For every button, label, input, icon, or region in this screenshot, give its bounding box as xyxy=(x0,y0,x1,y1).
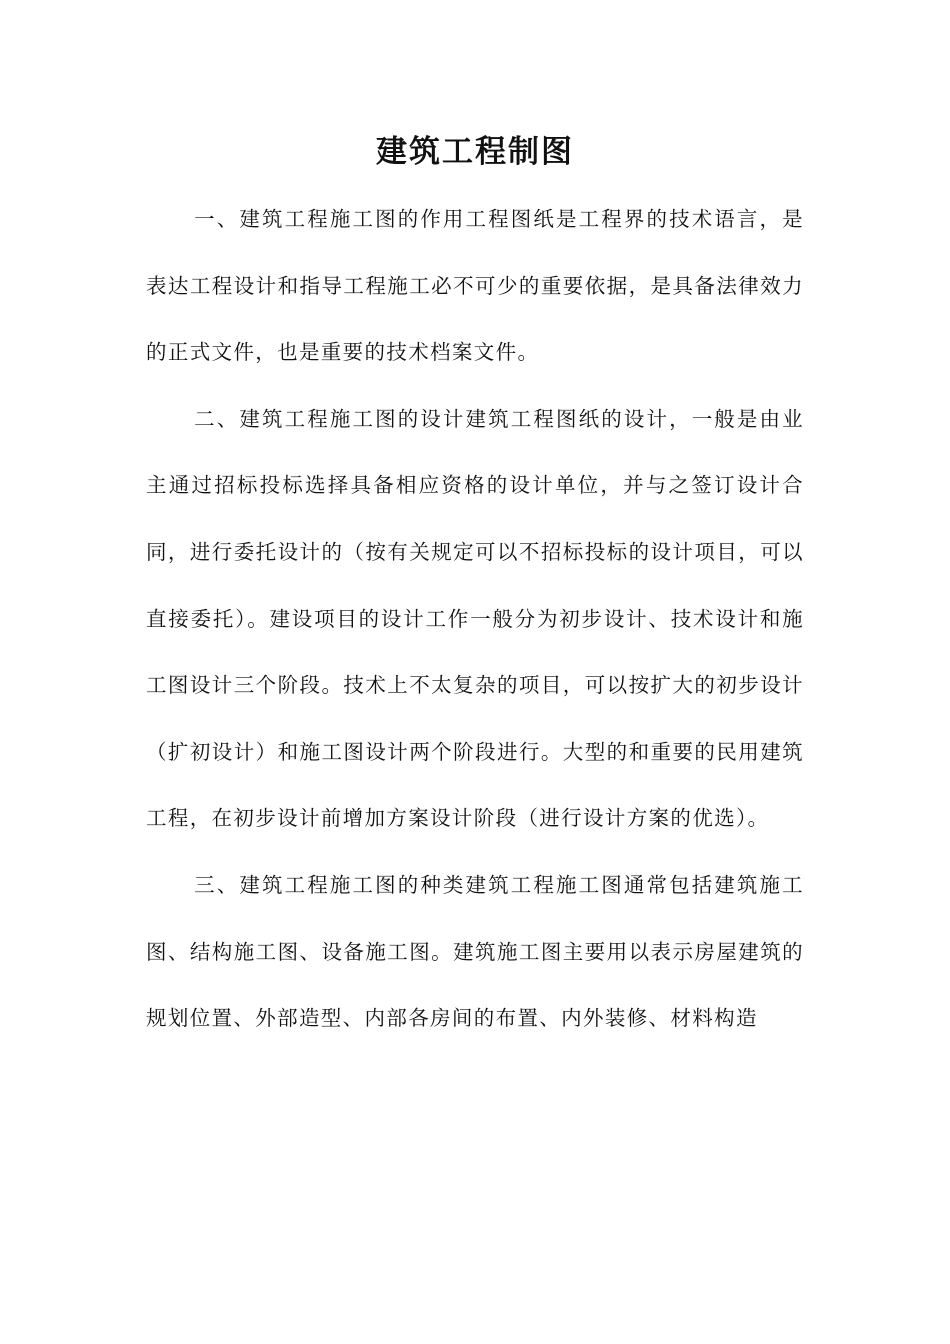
document-title: 建筑工程制图 xyxy=(376,134,574,170)
document-body xyxy=(146,186,804,1052)
paragraph-1: 一、建筑工程施工图的作用工程图纸是工程界的技术语言，是表达工程设计和指导工程施工必不可少的重要依据，是具备法律效力的正式文件，也是重要的技术档案文件。 xyxy=(146,207,804,365)
paragraph-2: 二、建筑工程施工图的设计建筑工程图纸的设计，一般是由业主通过招标投标选择具备相应资格的设计单位，并与之签订设计合同，进行委托设计的（按有关规定可以不招标投标的设计项目，可以直接委托）。建设项目的设计工作一般分为初步设计、技术设计和施工图设计三个阶段。技术上不太复杂的项目，可以按扩大的初步设计（扩初设计）和施工图设计两个阶段进行。大型的和重要的民用建筑工程，在初步设计前增加方案设计阶段（进行设计方案的优选）。 xyxy=(146,406,804,831)
paragraph-3: 三、建筑工程施工图的种类建筑工程施工图通常包括建筑施工图、结构施工图、设备施工图。建筑施工图主要用以表示房屋建筑的规划位置、外部造型、内部各房间的布置、内外装修、材料构造 xyxy=(146,872,804,1031)
